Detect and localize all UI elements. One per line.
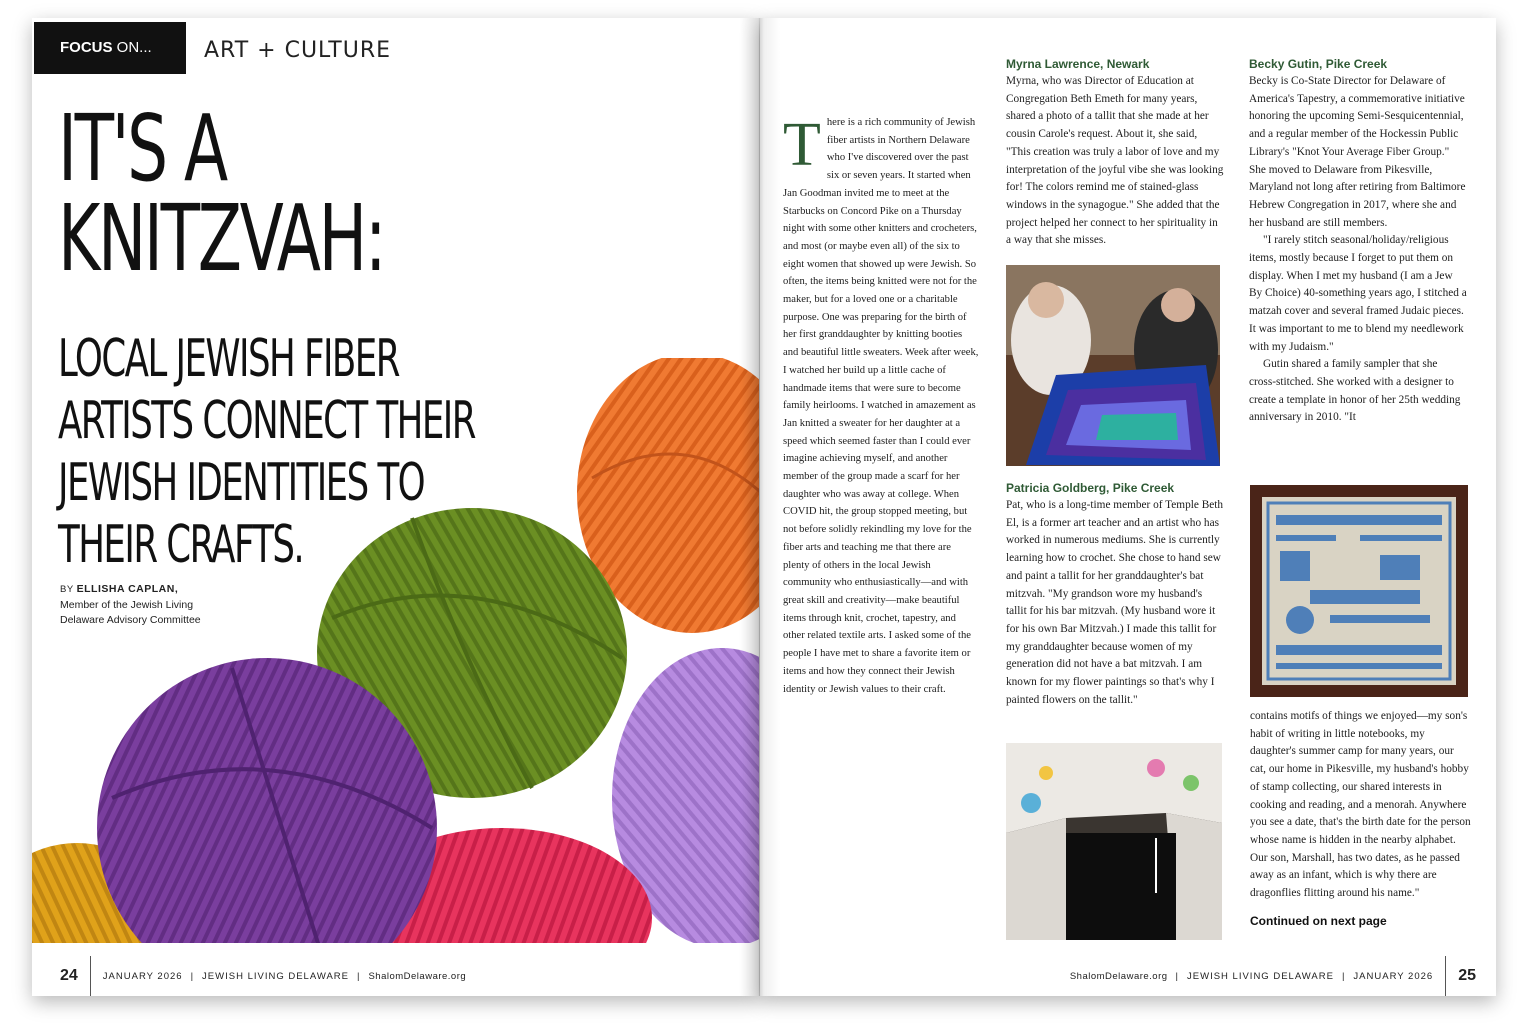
becky-text-p2: "I rarely stitch seasonal/holiday/religious items, mostly because I forget to put them on display. When I met my husband (I am a Jew By Choice) 40-something years ago, I stitched a matzah cover and several framed Judaic pieces. It was important to me to blend my needlework with my Judaism." <box>1249 234 1467 353</box>
article-headline <box>58 95 618 575</box>
headline-line-1: IT'S A <box>58 95 226 202</box>
myrna-text: Myrna, who was Director of Education at Congregation Beth Emeth for many years, shared a photo of a tallit that she made at her cousin Carole's request. About it, she said, "This creation was truly a labor of love and my interpretation of the joyful vibe she was looking for! The colors remind me of stained-glass windows in the synagogue." She added that the project helped her connect to her spirituality in a way that she misses. <box>1006 75 1224 247</box>
subhead-line-2: ARTISTS CONNECT THEIR <box>58 391 475 451</box>
patricia-name-heading: Patricia Goldberg, Pike Creek <box>1006 481 1175 495</box>
becky-text-p3: Gutin shared a family sampler that she cross-stitched. She worked with a designer to create a template in honor of her 25th wedding anniversary in 2010. "It <box>1249 358 1461 424</box>
folio-divider <box>90 956 91 996</box>
page-number: 24 <box>60 967 78 984</box>
focus-on-label: FOCUS ON... <box>34 22 186 74</box>
becky-name-heading: Becky Gutin, Pike Creek <box>1249 57 1388 71</box>
author-role-line-1: Member of the Jewish Living <box>60 598 194 611</box>
patricia-text: Pat, who is a long-time member of Temple Beth El, is a former art teacher and an artist who has worked in numerous mediums. She is currently learning how to crochet. She chose to hand sew and paint a tallit for her granddaughter's bat mitzvah. "My grandson wore my husband's tallit for his bar mitzvah. (My husband wore it for his own Bar Mitzvah.) I made this tallit for my granddaughter because women of my generation did not have a bat mitzvah. I am known for my flower paintings so that's why I painted flowers on the tallit." <box>1006 499 1224 706</box>
left-page <box>32 18 759 996</box>
intro-text: here is a rich community of Jewish fiber artists in Northern Delaware who I've discovered over the past six or seven years. It started when Jan Goodman invited me to meet at the Starbucks on Concord Pike on a Thursday night with some other knitters and crocheters, and most (or maybe even all) of the six to eight women that showed up were Jewish. So often, the items being knitted were not for the maker, but for a loved one or a charitable purpose. One was preparing for the birth of her first granddaughter by knitting booties and beautiful little sweaters. Week after week, I watched her build up a little cache of handmade items that were sure to become family heirlooms. I watched in amazement as Jan knitted a sweater for her daughter at a speed which seemed faster than I could ever imagine achieving myself, and another member of the group made a scarf for her daughter who was away at college. When COVID hit, the group stopped meeting, but not before solidly rekindling my love for the fiber arts and teaching me that there are plenty of others in the local Jewish community who enthusiastically—and with great skill and creativity—make beautiful items through knit, crochet, tapestry, and other related textile arts. I asked some of the people I have met to share a favorite item or items and how they connect their Jewish identity or Jewish values to their craft. <box>783 117 979 695</box>
becky-continued-section <box>1250 708 1472 930</box>
folio-publication: JEWISH LIVING DELAWARE <box>1187 970 1334 982</box>
folio-date: JANUARY 2026 <box>102 970 183 982</box>
left-folio: 24 JANUARY 2026 | JEWISH LIVING DELAWARE | ShalomDelaware.org <box>60 956 466 996</box>
folio-publication: JEWISH LIVING DELAWARE <box>202 970 349 982</box>
becky-text-p1: Becky is Co-State Director for Delaware of America's Tapestry, a commemorative initiative honoring the upcoming Semi-Sesquicentennial, and a regular member of the Hockessin Public Library's "Knot Your Average Fiber Group." She moved to Delaware from Pikesville, Maryland not long after retiring from Baltimore Hebrew Congregation in 2017, where she and her husband are still members. <box>1249 75 1466 229</box>
section-label: ART + CULTURE <box>204 38 392 63</box>
folio-website: ShalomDelaware.org <box>368 970 467 982</box>
author-name: ELLISHA CAPLAN, <box>76 583 179 595</box>
right-folio: ShalomDelaware.org | JEWISH LIVING DELAWARE | JANUARY 2026 25 <box>1070 956 1476 996</box>
intro-column <box>783 111 979 698</box>
folio-website: ShalomDelaware.org <box>1069 970 1168 982</box>
myrna-section <box>1006 56 1224 250</box>
folio-date: JANUARY 2026 <box>1353 970 1434 982</box>
byline: BY ELLISHA CAPLAN, Member of the Jewish Living Delaware Advisory Committee <box>60 582 201 629</box>
page-number: 25 <box>1458 967 1476 984</box>
myrna-name-heading: Myrna Lawrence, Newark <box>1006 57 1150 71</box>
drop-cap: T <box>783 111 821 179</box>
continued-on-next-page: Continued on next page <box>1250 913 1387 928</box>
painted-tallit-photo <box>1006 743 1222 940</box>
becky-text-p4: contains motifs of things we enjoyed—my son's habit of writing in little notebooks, my daughter's summer camp for many years, our cat, our home in Pikesville, my husband's hobby of stamp collecting, our shared interests in cooking and reading, and a menorah. Anywhere you see a date, that's the birth date for the person whose name is hidden in the nearby alphabet. Our son, Marshall, has two dates, as he passed away as an infant, which is why there are dragonflies flitting around his name." <box>1250 710 1471 900</box>
subhead-line-3: JEWISH IDENTITIES TO <box>58 453 425 513</box>
subhead-line-1: LOCAL JEWISH FIBER <box>58 329 399 389</box>
right-page <box>760 18 1496 996</box>
tallit-weaving-photo <box>1006 265 1220 466</box>
folio-divider <box>1445 956 1446 996</box>
sampler-photo <box>1250 485 1468 697</box>
article-subheadline <box>58 328 575 576</box>
headline-line-2: KNITZVAH: <box>58 185 385 292</box>
author-role-line-2: Delaware Advisory Committee <box>60 614 201 626</box>
subhead-line-4: THEIR CRAFTS. <box>58 515 304 575</box>
patricia-section <box>1006 480 1224 709</box>
becky-section <box>1249 56 1467 427</box>
